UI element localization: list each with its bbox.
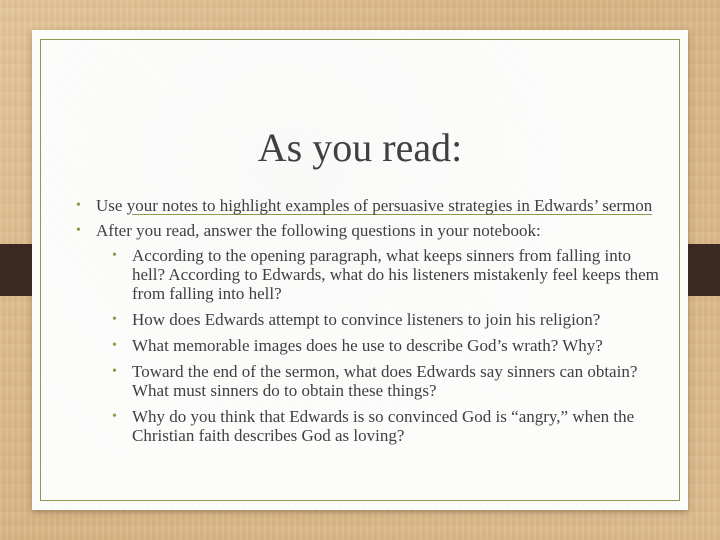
question-item [84, 310, 662, 329]
question-text: Why do you think that Edwards is so convinced God is “angry,” when the Christian faith describes God as loving? [132, 407, 635, 445]
bullet-list [72, 196, 662, 445]
bullet-icon: • [112, 338, 117, 353]
question-item [84, 362, 662, 400]
list-item-text: After you read, answer the following questions in your notebook: [96, 221, 541, 240]
question-item [84, 246, 662, 303]
bullet-icon: • [112, 409, 117, 424]
bullet-icon: • [76, 223, 81, 238]
slide-body [72, 196, 662, 452]
question-item [84, 407, 662, 445]
list-item-text: Use your notes to highlight examples of persuasive strategies in Edwards’ sermon [96, 196, 653, 215]
list-item [72, 221, 662, 445]
question-text: How does Edwards attempt to convince listeners to join his religion? [132, 310, 601, 329]
question-text: According to the opening paragraph, what keeps sinners from falling into hell? According to Edwards, what do his listeners mistakenly feel keeps them from falling into hell? [132, 246, 659, 303]
question-item [84, 336, 662, 355]
bullet-icon: • [112, 364, 117, 379]
slide-title: As you read: [257, 125, 463, 170]
question-text: What memorable images does he use to describe God’s wrath? Why? [132, 336, 603, 355]
bullet-icon: • [112, 248, 117, 263]
question-list [108, 246, 662, 445]
list-item [72, 196, 662, 215]
question-text: Toward the end of the sermon, what does Edwards say sinners can obtain? What must sinners do to obtain these things? [132, 362, 638, 400]
bullet-icon: • [76, 198, 81, 213]
bullet-icon: • [112, 312, 117, 327]
